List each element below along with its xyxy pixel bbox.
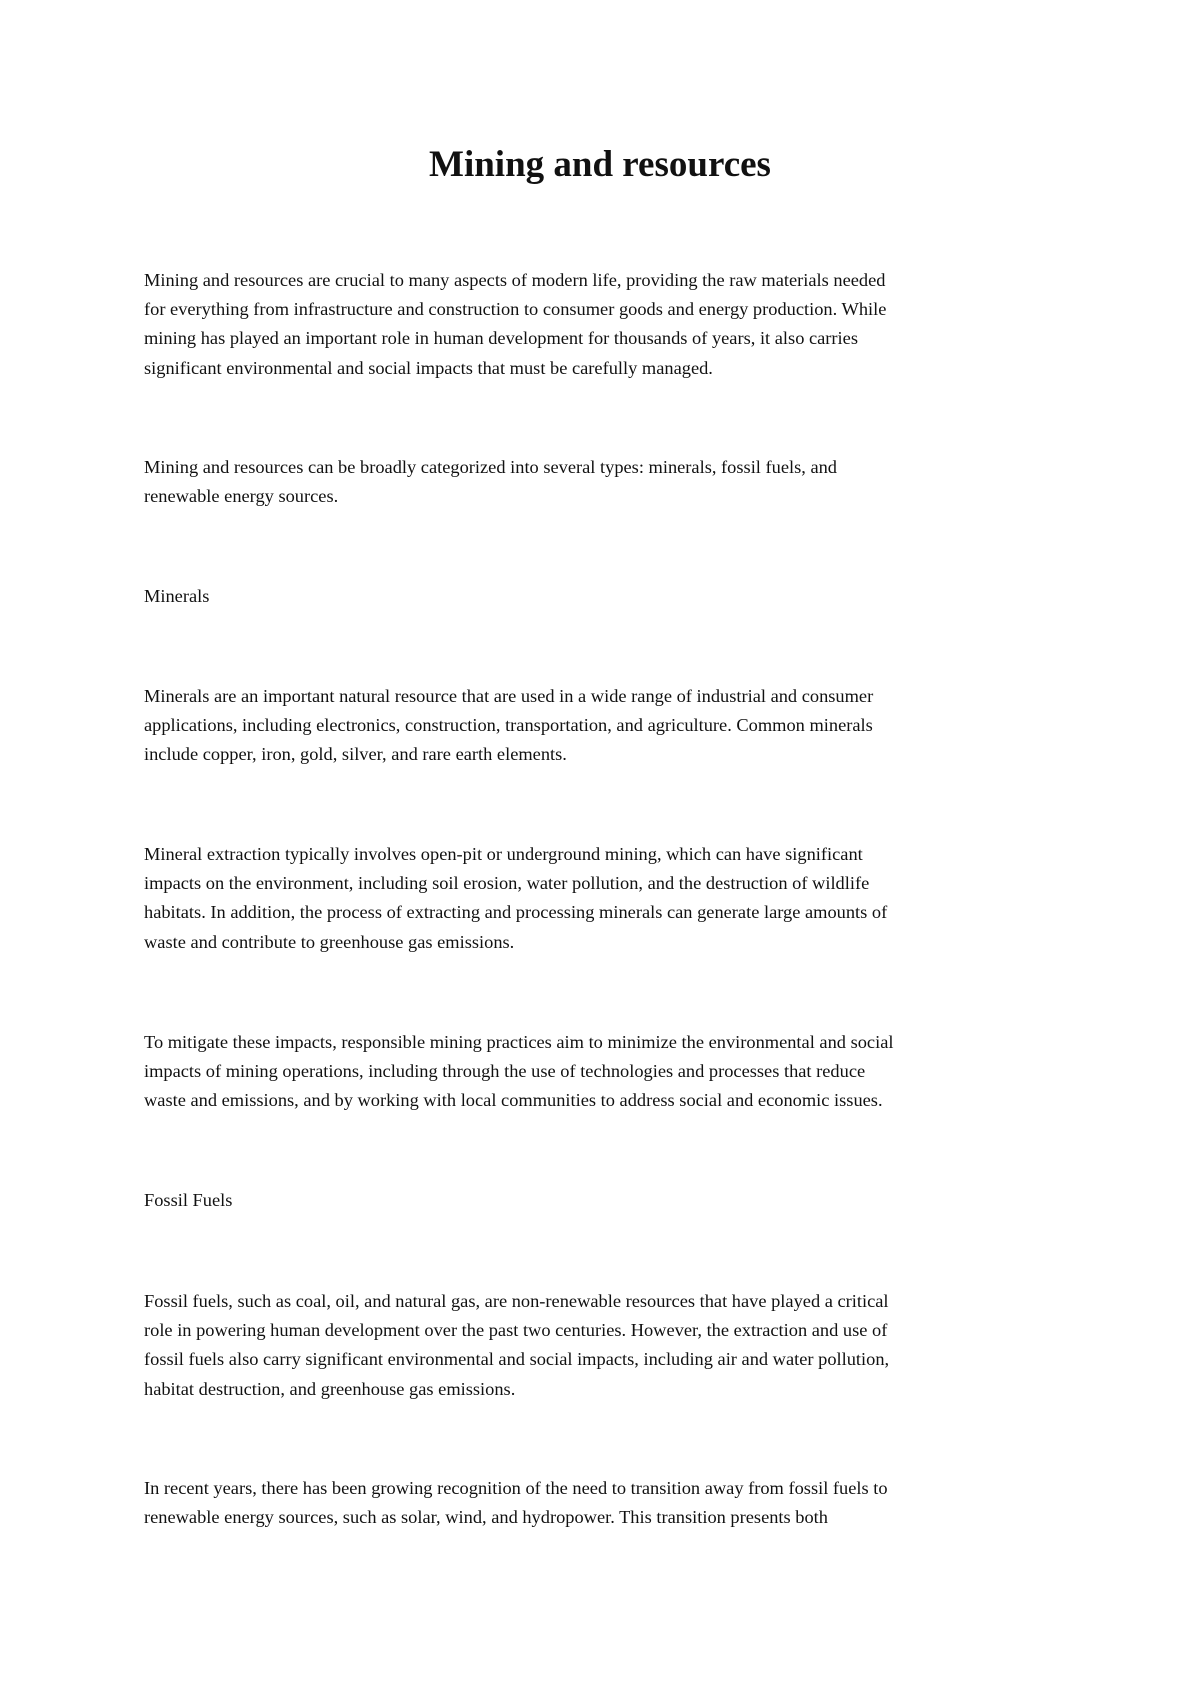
paragraph-line: Mining and resources are crucial to many aspects of modern life, providing the raw materials needed <box>144 270 886 290</box>
paragraph-energy-transition <box>144 1474 1064 1532</box>
paragraph-line: Fossil fuels, such as coal, oil, and natural gas, are non-renewable resources that have played a critical <box>144 1291 889 1311</box>
paragraph-line: for everything from infrastructure and construction to consumer goods and energy production. While <box>144 299 887 320</box>
paragraph-line: waste and contribute to greenhouse gas emissions. <box>144 931 515 952</box>
document-title: Mining and resources <box>429 144 771 185</box>
paragraph-line: fossil fuels also carry significant environmental and social impacts, including air and water pollution, <box>144 1349 890 1370</box>
paragraph-intro <box>144 266 1064 383</box>
paragraph-mitigation <box>144 1028 1064 1116</box>
section-heading-minerals <box>144 582 1064 611</box>
paragraph-fossil-fuels-overview <box>144 1287 1064 1404</box>
paragraph-line: habitats. In addition, the process of extracting and processing minerals can generate large amounts of <box>144 902 888 923</box>
section-heading-fossil-fuels <box>144 1186 1064 1215</box>
paragraph-mineral-extraction <box>144 840 1064 957</box>
paragraph-line: waste and emissions, and by working with local communities to address social and economic issues. <box>144 1090 883 1111</box>
paragraph-categories <box>144 453 1064 511</box>
section-heading-text: Fossil Fuels <box>144 1190 233 1210</box>
paragraph-line: include copper, iron, gold, silver, and rare earth elements. <box>144 744 567 765</box>
paragraph-line: habitat destruction, and greenhouse gas emissions. <box>144 1378 516 1399</box>
paragraph-line: impacts of mining operations, including through the use of technologies and processes that reduce <box>144 1061 866 1082</box>
paragraph-line: significant environmental and social impacts that must be carefully managed. <box>144 357 713 378</box>
paragraph-line: Mineral extraction typically involves open-pit or underground mining, which can have significant <box>144 844 863 864</box>
paragraph-line: To mitigate these impacts, responsible mining practices aim to minimize the environmental and social <box>144 1032 894 1052</box>
section-heading-text: Minerals <box>144 586 210 606</box>
paragraph-line: renewable energy sources, such as solar, wind, and hydropower. This transition presents both <box>144 1507 828 1528</box>
paragraph-line: Minerals are an important natural resource that are used in a wide range of industrial and consumer <box>144 686 874 706</box>
paragraph-line: Mining and resources can be broadly categorized into several types: minerals, fossil fuels, and <box>144 457 838 477</box>
paragraph-line: role in powering human development over the past two centuries. However, the extraction and use of <box>144 1320 888 1341</box>
paragraph-line: mining has played an important role in human development for thousands of years, it also carries <box>144 328 858 349</box>
paragraph-line: applications, including electronics, construction, transportation, and agriculture. Common minerals <box>144 715 873 736</box>
paragraph-minerals-overview <box>144 682 1064 770</box>
paragraph-line: impacts on the environment, including soil erosion, water pollution, and the destruction of wildlife <box>144 873 870 894</box>
paragraph-line: renewable energy sources. <box>144 486 339 507</box>
paragraph-line: In recent years, there has been growing recognition of the need to transition away from fossil fuels to <box>144 1478 888 1498</box>
